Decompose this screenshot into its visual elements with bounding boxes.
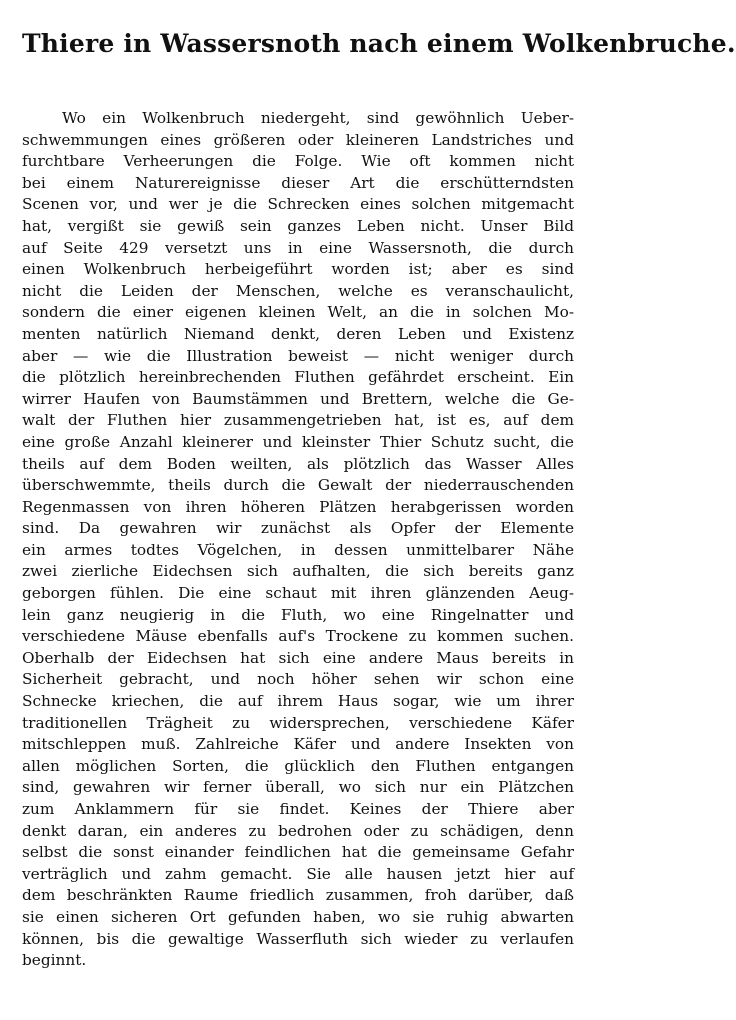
body-line: sondern die einer eigenen kleinen Welt, an die in solchen Mo- — [22, 303, 574, 322]
body-line: auf Seite 429 versetzt uns in eine Wassersnoth, die durch — [22, 238, 574, 257]
body-line: menten natürlich Niemand denkt, deren Leben und Existenz — [22, 324, 574, 343]
body-line: aber — wie die Illustration beweist — nicht weniger durch — [22, 346, 574, 365]
body-line: mitschleppen muß. Zahlreiche Käfer und andere Insekten von — [22, 735, 574, 754]
body-line: Wo ein Wolkenbruch niedergeht, sind gewöhnlich Ueber- — [62, 109, 574, 127]
body-line: Sicherheit gebracht, und noch höher sehen wir schon eine — [22, 670, 574, 689]
body-line: überschwemmte, theils durch die Gewalt der niederrauschenden — [22, 476, 574, 495]
body-line: können, bis die gewaltige Wasserfluth sich wieder zu verlaufen — [22, 929, 574, 948]
body-line: Scenen vor, und wer je die Schrecken eines solchen mitgemacht — [22, 195, 574, 214]
body-line: walt der Fluthen hier zusammengetrieben hat, ist es, auf dem — [22, 411, 574, 430]
body-line: Oberhalb der Eidechsen hat sich eine andere Maus bereits in — [22, 648, 574, 667]
body-line: verschiedene Mäuse ebenfalls auf's Trockene zu kommen suchen. — [22, 627, 574, 646]
body-line: dem beschränkten Raume friedlich zusammen, froh darüber, daß — [22, 886, 574, 905]
body-line: ein armes todtes Vögelchen, in dessen unmittelbarer Nähe — [22, 540, 574, 559]
body-line: eine große Anzahl kleinerer und kleinster Thier Schutz sucht, die — [22, 432, 574, 451]
body-line: Schnecke kriechen, die auf ihrem Haus sogar, wie um ihrer — [22, 692, 574, 711]
body-line: bei einem Naturereignisse dieser Art die erschütterndsten — [22, 173, 574, 192]
article-title: Thiere in Wassersnoth nach einem Wolkenbruche. — [22, 29, 736, 58]
body-line: sind. Da gewahren wir zunächst als Opfer der Elemente — [22, 519, 574, 538]
body-line: zum Anklammern für sie findet. Keines der Thiere aber — [22, 800, 574, 818]
body-line: allen möglichen Sorten, die glücklich den Fluthen entgangen — [22, 756, 574, 775]
body-line: verträglich und zahm gemacht. Sie alle hausen jetzt hier auf — [22, 864, 574, 883]
body-line: schwemmungen eines größeren oder kleineren Landstriches und — [22, 130, 574, 149]
body-line: selbst die sonst einander feindlichen hat die gemeinsame Gefahr — [22, 843, 574, 862]
body-line: nicht die Leiden der Menschen, welche es veranschaulicht, — [22, 281, 574, 300]
body-line: theils auf dem Boden weilten, als plötzlich das Wasser Alles — [22, 454, 574, 473]
body-line: geborgen fühlen. Die eine schaut mit ihren glänzenden Aeug- — [22, 584, 574, 603]
body-line: zwei zierliche Eidechsen sich aufhalten, die sich bereits ganz — [22, 562, 574, 581]
article-body — [22, 108, 574, 972]
body-line: lein ganz neugierig in die Fluth, wo eine Ringelnatter und — [22, 605, 574, 624]
body-line: einen Wolkenbruch herbeigeführt worden ist; aber es sind — [22, 260, 574, 279]
body-line: hat, vergißt sie gewiß sein ganzes Leben nicht. Unser Bild — [22, 216, 574, 235]
body-line: sie einen sicheren Ort gefunden haben, wo sie ruhig abwarten — [22, 907, 574, 926]
body-line: sind, gewahren wir ferner überall, wo sich nur ein Plätzchen — [22, 778, 574, 797]
body-line: wirrer Haufen von Baumstämmen und Brettern, welche die Ge- — [22, 389, 574, 408]
body-line: Regenmassen von ihren höheren Plätzen herabgerissen worden — [22, 497, 574, 516]
body-line: furchtbare Verheerungen die Folge. Wie oft kommen nicht — [22, 152, 574, 171]
body-line: beginnt. — [22, 951, 87, 970]
body-line: traditionellen Trägheit zu widersprechen, verschiedene Käfer — [22, 713, 574, 732]
body-line: denkt daran, ein anderes zu bedrohen oder zu schädigen, denn — [22, 821, 574, 840]
body-line: die plötzlich hereinbrechenden Fluthen gefährdet erscheint. Ein — [22, 368, 574, 387]
